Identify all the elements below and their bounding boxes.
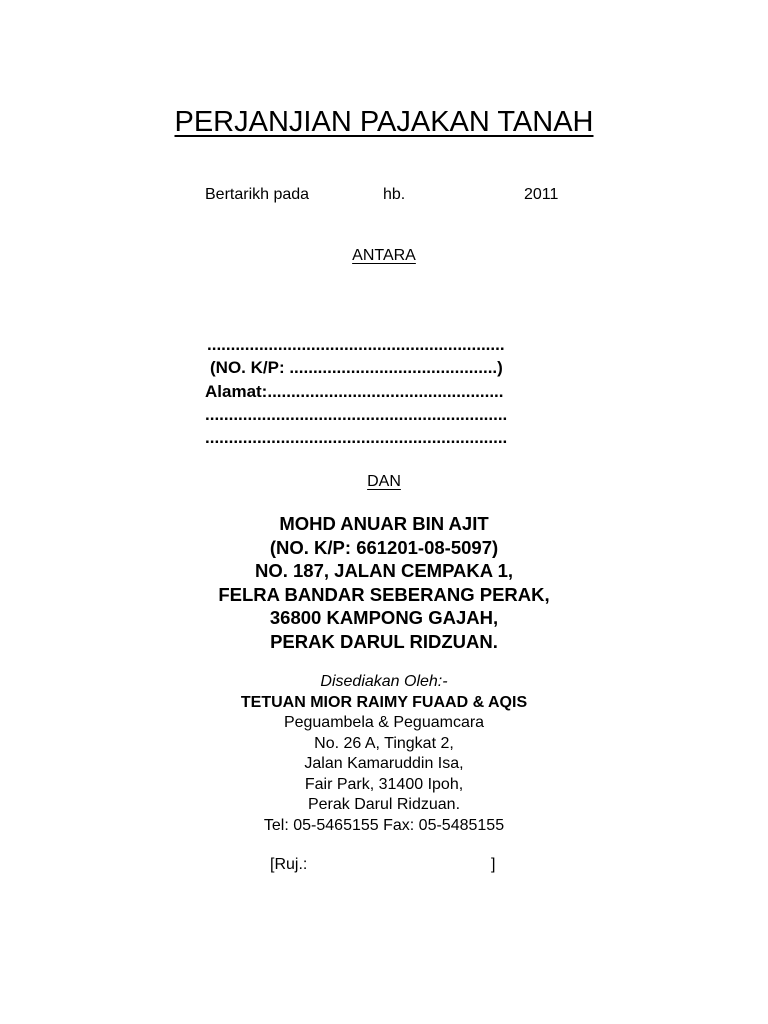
party-two-block bbox=[0, 512, 768, 653]
party-two-address-1: NO. 187, JALAN CEMPAKA 1, bbox=[254, 560, 514, 581]
party-one-address-line: Alamat:.................................................. bbox=[205, 382, 504, 401]
firm-address-1: No. 26 A, Tingkat 2, bbox=[314, 734, 454, 752]
date-label: Bertarikh pada bbox=[205, 186, 310, 203]
dan-heading bbox=[0, 473, 768, 491]
firm-address-2: Jalan Kamaruddin Isa, bbox=[304, 755, 464, 772]
firm-role: Peguambela & Peguamcara bbox=[283, 714, 485, 731]
party-two-address-3: 36800 KAMPONG GAJAH, bbox=[269, 607, 499, 628]
dan-text: DAN bbox=[367, 473, 401, 490]
day-label: hb. bbox=[383, 186, 406, 203]
party-one-address-blank-2: ................................................................ bbox=[205, 428, 508, 447]
antara-text: ANTARA bbox=[352, 247, 416, 264]
party-two-name: MOHD ANUAR BIN AJIT bbox=[279, 513, 489, 534]
party-two-address-4: PERAK DARUL RIDZUAN. bbox=[270, 630, 498, 652]
reference-open: [Ruj.: bbox=[270, 856, 308, 873]
reference-close: ] bbox=[491, 856, 496, 873]
firm-name: TETUAN MIOR RAIMY FUAAD & AQIS bbox=[240, 693, 528, 711]
party-one-name-blank: ............................................................... bbox=[207, 335, 505, 354]
prepared-by-label: Disediakan Oleh:- bbox=[320, 673, 448, 690]
party-two-kp: (NO. K/P: 661201-08-5097) bbox=[269, 536, 499, 558]
party-two-address-2: FELRA BANDAR SEBERANG PERAK, bbox=[218, 583, 550, 605]
firm-address-4: Perak Darul Ridzuan. bbox=[307, 796, 461, 813]
antara-heading bbox=[0, 247, 768, 265]
party-one-kp-line: (NO. K/P: ............................................) bbox=[210, 358, 503, 377]
firm-contact: Tel: 05-5465155 Fax: 05-5485155 bbox=[263, 816, 505, 834]
prepared-by-block bbox=[0, 672, 768, 836]
party-one-address-blank-1: ................................................................ bbox=[205, 405, 508, 424]
year-label: 2011 bbox=[524, 186, 559, 203]
document-title: PERJANJIAN PAJAKAN TANAH bbox=[174, 106, 594, 138]
firm-address-3: Fair Park, 31400 Ipoh, bbox=[304, 775, 464, 793]
